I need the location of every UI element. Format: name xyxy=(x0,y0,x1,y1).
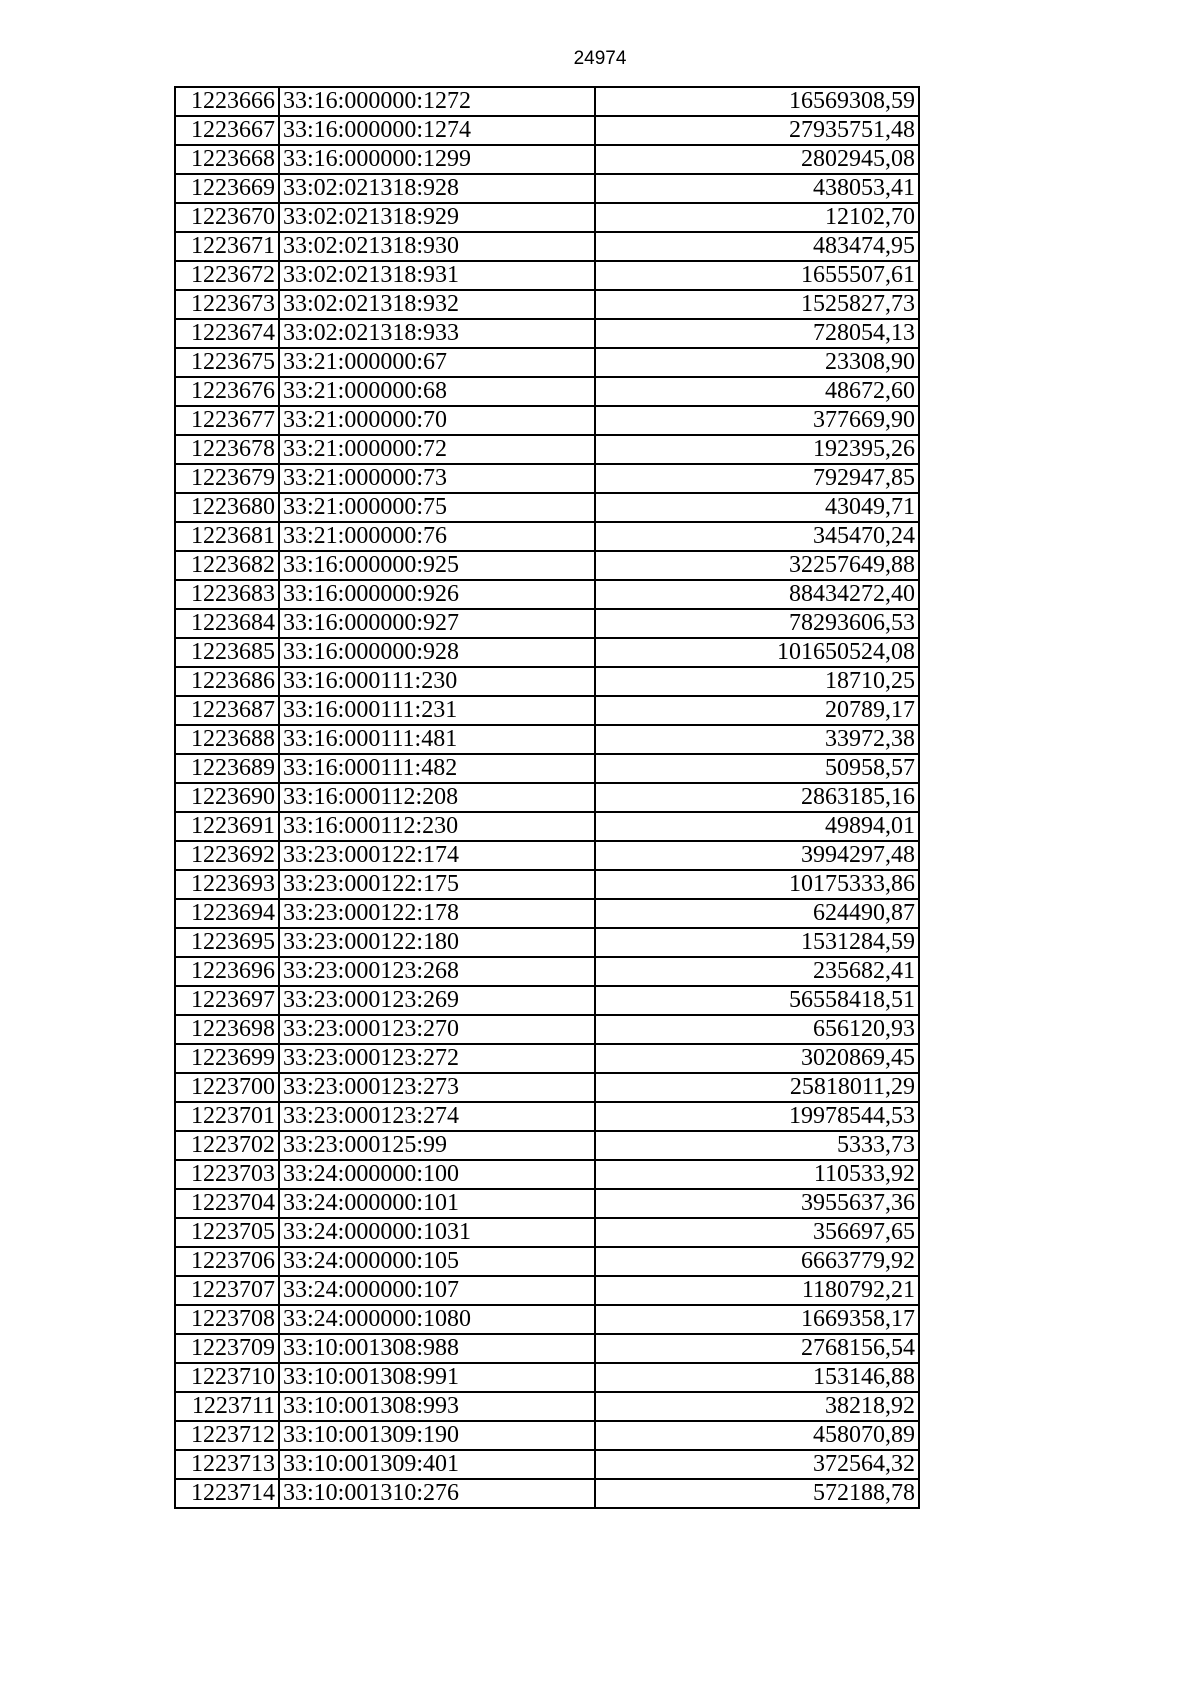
cadastral-value-cell: 356697,65 xyxy=(595,1218,919,1247)
cadastral-value-cell: 5333,73 xyxy=(595,1131,919,1160)
table-row xyxy=(175,1247,919,1276)
cadastral-value-cell: 372564,32 xyxy=(595,1450,919,1479)
cadastral-number-cell: 33:02:021318:930 xyxy=(279,232,595,261)
cadastral-value-cell: 32257649,88 xyxy=(595,551,919,580)
table-row xyxy=(175,870,919,899)
table-row xyxy=(175,261,919,290)
table-row xyxy=(175,638,919,667)
cadastral-number-cell: 33:16:000112:208 xyxy=(279,783,595,812)
cadastral-value-cell: 10175333,86 xyxy=(595,870,919,899)
row-id-cell: 1223696 xyxy=(175,957,279,986)
table-row xyxy=(175,493,919,522)
row-id-cell: 1223701 xyxy=(175,1102,279,1131)
row-id-cell: 1223666 xyxy=(175,87,279,116)
table-row xyxy=(175,1218,919,1247)
row-id-cell: 1223709 xyxy=(175,1334,279,1363)
cadastral-number-cell: 33:10:001309:190 xyxy=(279,1421,595,1450)
table-row xyxy=(175,1073,919,1102)
row-id-cell: 1223713 xyxy=(175,1450,279,1479)
row-id-cell: 1223695 xyxy=(175,928,279,957)
cadastral-number-cell: 33:24:000000:105 xyxy=(279,1247,595,1276)
cadastral-value-cell: 1525827,73 xyxy=(595,290,919,319)
table-row xyxy=(175,464,919,493)
cadastral-value-cell: 43049,71 xyxy=(595,493,919,522)
row-id-cell: 1223700 xyxy=(175,1073,279,1102)
cadastral-value-cell: 2863185,16 xyxy=(595,783,919,812)
cadastral-value-cell: 48672,60 xyxy=(595,377,919,406)
table-row xyxy=(175,348,919,377)
cadastral-value-cell: 49894,01 xyxy=(595,812,919,841)
table-row xyxy=(175,435,919,464)
table-body xyxy=(175,87,919,1508)
table-row xyxy=(175,928,919,957)
cadastral-number-cell: 33:24:000000:107 xyxy=(279,1276,595,1305)
cadastral-value-cell: 23308,90 xyxy=(595,348,919,377)
table-row xyxy=(175,1102,919,1131)
table-row xyxy=(175,1479,919,1508)
cadastral-number-cell: 33:23:000122:174 xyxy=(279,841,595,870)
cadastral-number-cell: 33:16:000000:1272 xyxy=(279,87,595,116)
cadastral-number-cell: 33:02:021318:931 xyxy=(279,261,595,290)
cadastral-number-cell: 33:23:000123:270 xyxy=(279,1015,595,1044)
row-id-cell: 1223672 xyxy=(175,261,279,290)
row-id-cell: 1223683 xyxy=(175,580,279,609)
row-id-cell: 1223671 xyxy=(175,232,279,261)
row-id-cell: 1223705 xyxy=(175,1218,279,1247)
cadastral-value-cell: 20789,17 xyxy=(595,696,919,725)
table-row xyxy=(175,1044,919,1073)
page-number: 24974 xyxy=(573,48,627,69)
cadastral-value-cell: 56558418,51 xyxy=(595,986,919,1015)
table-row xyxy=(175,290,919,319)
table-row xyxy=(175,754,919,783)
cadastral-number-cell: 33:16:000000:928 xyxy=(279,638,595,667)
cadastral-value-cell: 6663779,92 xyxy=(595,1247,919,1276)
row-id-cell: 1223706 xyxy=(175,1247,279,1276)
table-row xyxy=(175,1392,919,1421)
table-row xyxy=(175,406,919,435)
row-id-cell: 1223690 xyxy=(175,783,279,812)
table-row xyxy=(175,580,919,609)
row-id-cell: 1223694 xyxy=(175,899,279,928)
row-id-cell: 1223681 xyxy=(175,522,279,551)
row-id-cell: 1223711 xyxy=(175,1392,279,1421)
row-id-cell: 1223684 xyxy=(175,609,279,638)
table-row xyxy=(175,609,919,638)
table-row xyxy=(175,1421,919,1450)
cadastral-number-cell: 33:21:000000:76 xyxy=(279,522,595,551)
cadastral-number-cell: 33:23:000122:175 xyxy=(279,870,595,899)
table-row xyxy=(175,1363,919,1392)
table-row xyxy=(175,116,919,145)
cadastral-number-cell: 33:10:001309:401 xyxy=(279,1450,595,1479)
table-row xyxy=(175,377,919,406)
cadastral-number-cell: 33:24:000000:1031 xyxy=(279,1218,595,1247)
row-id-cell: 1223673 xyxy=(175,290,279,319)
cadastral-value-cell: 3020869,45 xyxy=(595,1044,919,1073)
row-id-cell: 1223703 xyxy=(175,1160,279,1189)
cadastral-value-cell: 192395,26 xyxy=(595,435,919,464)
row-id-cell: 1223687 xyxy=(175,696,279,725)
cadastral-number-cell: 33:02:021318:929 xyxy=(279,203,595,232)
cadastral-value-cell: 624490,87 xyxy=(595,899,919,928)
row-id-cell: 1223702 xyxy=(175,1131,279,1160)
row-id-cell: 1223678 xyxy=(175,435,279,464)
cadastral-number-cell: 33:23:000122:178 xyxy=(279,899,595,928)
cadastral-value-cell: 483474,95 xyxy=(595,232,919,261)
table-row xyxy=(175,1276,919,1305)
row-id-cell: 1223697 xyxy=(175,986,279,1015)
cadastral-number-cell: 33:16:000000:925 xyxy=(279,551,595,580)
cadastral-number-cell: 33:21:000000:67 xyxy=(279,348,595,377)
table-row xyxy=(175,174,919,203)
cadastral-value-cell: 153146,88 xyxy=(595,1363,919,1392)
cadastral-value-cell: 345470,24 xyxy=(595,522,919,551)
cadastral-value-cell: 377669,90 xyxy=(595,406,919,435)
table-row xyxy=(175,1450,919,1479)
cadastral-number-cell: 33:21:000000:70 xyxy=(279,406,595,435)
cadastral-value-cell: 33972,38 xyxy=(595,725,919,754)
cadastral-value-cell: 1655507,61 xyxy=(595,261,919,290)
table-row xyxy=(175,841,919,870)
row-id-cell: 1223686 xyxy=(175,667,279,696)
table-row xyxy=(175,1160,919,1189)
cadastral-number-cell: 33:23:000123:269 xyxy=(279,986,595,1015)
table-row xyxy=(175,1334,919,1363)
cadastral-value-cell: 656120,93 xyxy=(595,1015,919,1044)
cadastral-value-cell: 19978544,53 xyxy=(595,1102,919,1131)
row-id-cell: 1223675 xyxy=(175,348,279,377)
cadastral-number-cell: 33:16:000000:1274 xyxy=(279,116,595,145)
cadastral-number-cell: 33:10:001308:988 xyxy=(279,1334,595,1363)
cadastral-number-cell: 33:16:000111:231 xyxy=(279,696,595,725)
cadastral-value-cell: 1669358,17 xyxy=(595,1305,919,1334)
row-id-cell: 1223714 xyxy=(175,1479,279,1508)
row-id-cell: 1223670 xyxy=(175,203,279,232)
cadastral-value-cell: 1531284,59 xyxy=(595,928,919,957)
cadastral-number-cell: 33:16:000111:482 xyxy=(279,754,595,783)
cadastral-number-cell: 33:02:021318:933 xyxy=(279,319,595,348)
row-id-cell: 1223668 xyxy=(175,145,279,174)
cadastral-value-cell: 792947,85 xyxy=(595,464,919,493)
row-id-cell: 1223710 xyxy=(175,1363,279,1392)
cadastral-number-cell: 33:16:000000:926 xyxy=(279,580,595,609)
cadastral-number-cell: 33:16:000000:927 xyxy=(279,609,595,638)
row-id-cell: 1223674 xyxy=(175,319,279,348)
cadastral-value-cell: 50958,57 xyxy=(595,754,919,783)
row-id-cell: 1223691 xyxy=(175,812,279,841)
cadastral-value-cell: 3955637,36 xyxy=(595,1189,919,1218)
row-id-cell: 1223685 xyxy=(175,638,279,667)
table-row xyxy=(175,696,919,725)
cadastral-value-cell: 101650524,08 xyxy=(595,638,919,667)
cadastral-number-cell: 33:24:000000:100 xyxy=(279,1160,595,1189)
cadastral-number-cell: 33:23:000123:273 xyxy=(279,1073,595,1102)
table-row xyxy=(175,1015,919,1044)
table-row xyxy=(175,812,919,841)
row-id-cell: 1223693 xyxy=(175,870,279,899)
table-row xyxy=(175,551,919,580)
table-row xyxy=(175,522,919,551)
row-id-cell: 1223667 xyxy=(175,116,279,145)
table-row xyxy=(175,957,919,986)
table-row xyxy=(175,783,919,812)
table-row xyxy=(175,87,919,116)
cadastral-value-cell: 38218,92 xyxy=(595,1392,919,1421)
cadastral-value-cell: 458070,89 xyxy=(595,1421,919,1450)
table-row xyxy=(175,1131,919,1160)
row-id-cell: 1223680 xyxy=(175,493,279,522)
cadastral-value-cell: 78293606,53 xyxy=(595,609,919,638)
cadastral-number-cell: 33:23:000123:272 xyxy=(279,1044,595,1073)
row-id-cell: 1223679 xyxy=(175,464,279,493)
cadastral-number-cell: 33:23:000123:268 xyxy=(279,957,595,986)
cadastral-number-cell: 33:16:000111:230 xyxy=(279,667,595,696)
cadastral-number-cell: 33:10:001308:993 xyxy=(279,1392,595,1421)
cadastral-value-cell: 27935751,48 xyxy=(595,116,919,145)
cadastral-number-cell: 33:02:021318:932 xyxy=(279,290,595,319)
row-id-cell: 1223689 xyxy=(175,754,279,783)
cadastral-value-cell: 235682,41 xyxy=(595,957,919,986)
cadastral-value-cell: 2768156,54 xyxy=(595,1334,919,1363)
cadastral-number-cell: 33:23:000123:274 xyxy=(279,1102,595,1131)
row-id-cell: 1223698 xyxy=(175,1015,279,1044)
cadastral-value-cell: 572188,78 xyxy=(595,1479,919,1508)
cadastral-number-cell: 33:10:001308:991 xyxy=(279,1363,595,1392)
table-row xyxy=(175,986,919,1015)
cadastral-number-cell: 33:21:000000:68 xyxy=(279,377,595,406)
table-row xyxy=(175,1189,919,1218)
row-id-cell: 1223692 xyxy=(175,841,279,870)
cadastral-number-cell: 33:23:000122:180 xyxy=(279,928,595,957)
cadastral-value-table xyxy=(174,86,920,1509)
table-row xyxy=(175,145,919,174)
table-row xyxy=(175,232,919,261)
row-id-cell: 1223707 xyxy=(175,1276,279,1305)
cadastral-number-cell: 33:23:000125:99 xyxy=(279,1131,595,1160)
cadastral-number-cell: 33:21:000000:73 xyxy=(279,464,595,493)
table-row xyxy=(175,899,919,928)
row-id-cell: 1223669 xyxy=(175,174,279,203)
row-id-cell: 1223682 xyxy=(175,551,279,580)
table-row xyxy=(175,319,919,348)
row-id-cell: 1223677 xyxy=(175,406,279,435)
cadastral-value-cell: 18710,25 xyxy=(595,667,919,696)
cadastral-number-cell: 33:24:000000:101 xyxy=(279,1189,595,1218)
cadastral-number-cell: 33:21:000000:75 xyxy=(279,493,595,522)
cadastral-number-cell: 33:21:000000:72 xyxy=(279,435,595,464)
cadastral-number-cell: 33:16:000000:1299 xyxy=(279,145,595,174)
table-row xyxy=(175,1305,919,1334)
row-id-cell: 1223712 xyxy=(175,1421,279,1450)
cadastral-number-cell: 33:10:001310:276 xyxy=(279,1479,595,1508)
row-id-cell: 1223699 xyxy=(175,1044,279,1073)
cadastral-value-cell: 728054,13 xyxy=(595,319,919,348)
cadastral-number-cell: 33:16:000111:481 xyxy=(279,725,595,754)
cadastral-number-cell: 33:16:000112:230 xyxy=(279,812,595,841)
row-id-cell: 1223688 xyxy=(175,725,279,754)
cadastral-value-cell: 88434272,40 xyxy=(595,580,919,609)
table-row xyxy=(175,203,919,232)
cadastral-value-cell: 16569308,59 xyxy=(595,87,919,116)
cadastral-value-cell: 438053,41 xyxy=(595,174,919,203)
cadastral-value-cell: 3994297,48 xyxy=(595,841,919,870)
cadastral-value-cell: 25818011,29 xyxy=(595,1073,919,1102)
row-id-cell: 1223708 xyxy=(175,1305,279,1334)
table-row xyxy=(175,725,919,754)
cadastral-value-cell: 110533,92 xyxy=(595,1160,919,1189)
row-id-cell: 1223704 xyxy=(175,1189,279,1218)
cadastral-value-cell: 2802945,08 xyxy=(595,145,919,174)
cadastral-value-cell: 12102,70 xyxy=(595,203,919,232)
cadastral-value-cell: 1180792,21 xyxy=(595,1276,919,1305)
table-row xyxy=(175,667,919,696)
cadastral-number-cell: 33:24:000000:1080 xyxy=(279,1305,595,1334)
cadastral-number-cell: 33:02:021318:928 xyxy=(279,174,595,203)
row-id-cell: 1223676 xyxy=(175,377,279,406)
